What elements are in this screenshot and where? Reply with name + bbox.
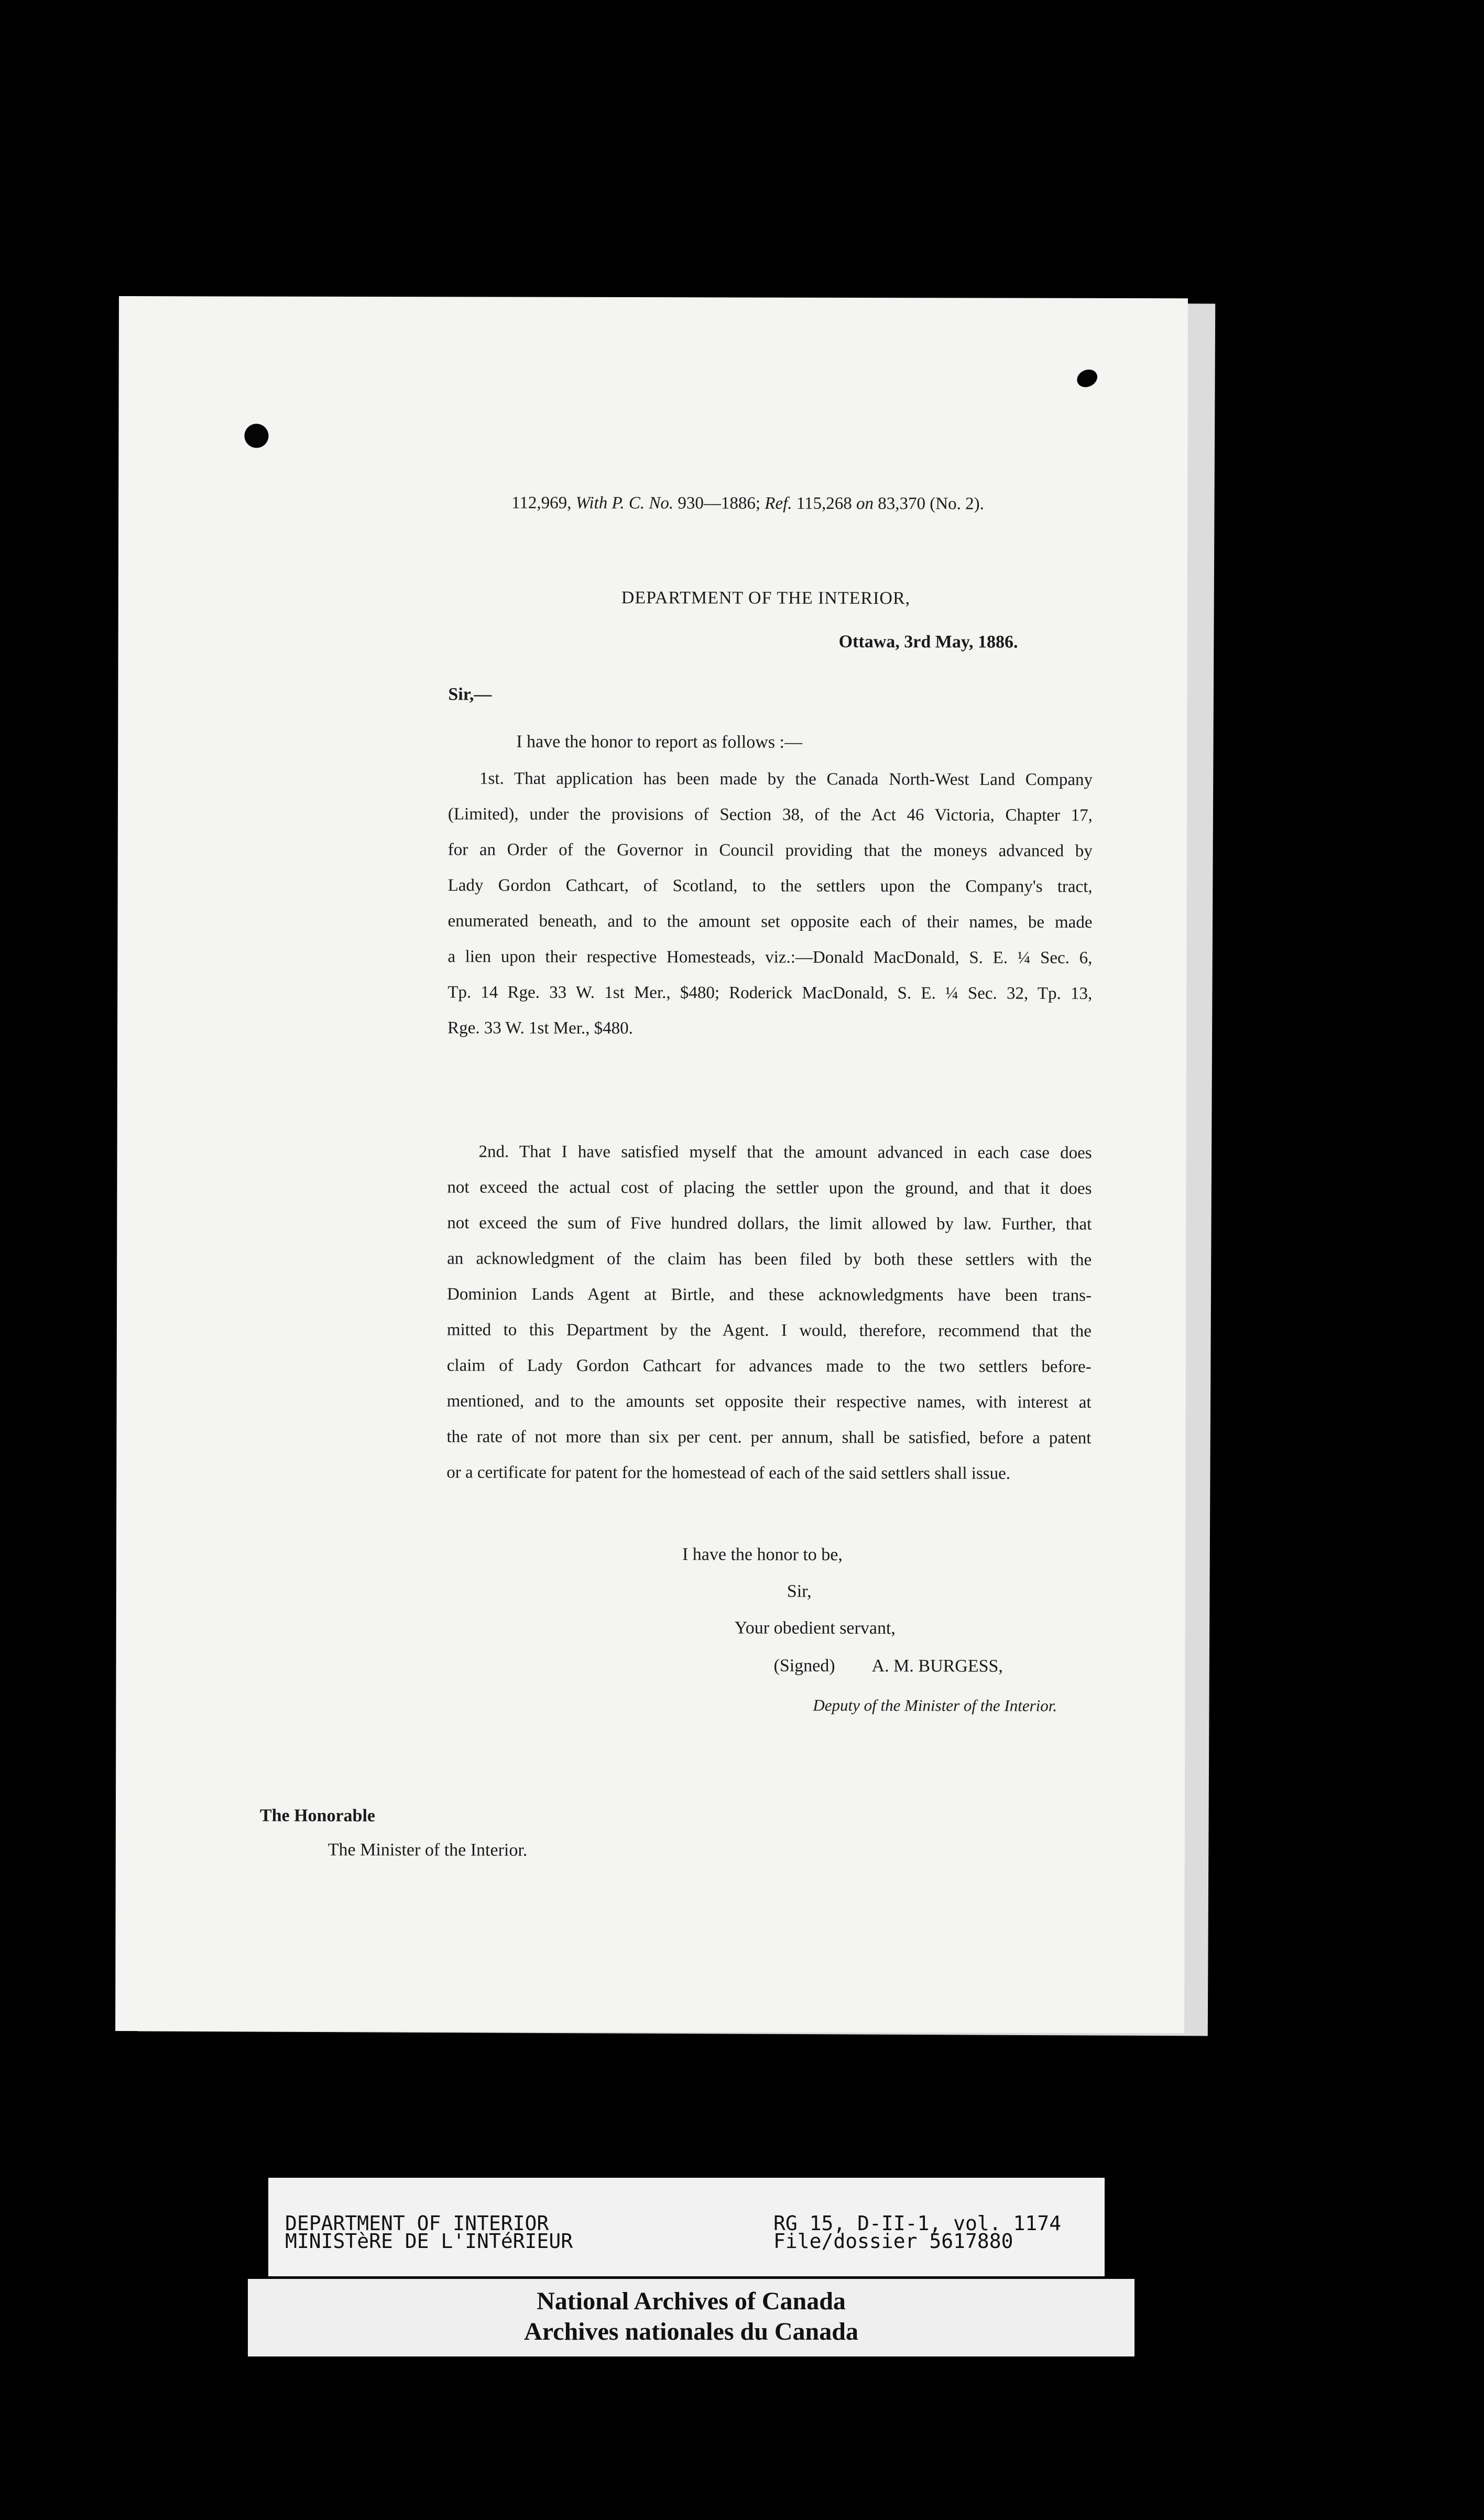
reference-ref-label: Ref. — [765, 494, 792, 513]
paragraph-line: not exceed the actual cost of placing the settler upon the ground, and that it does — [447, 1178, 1092, 1198]
archive-label-file — [773, 2212, 1062, 2253]
paragraph-second — [446, 1134, 1092, 1492]
intro-line: I have the honor to report as follows :— — [516, 732, 803, 752]
addressee-honorific: The Honorable — [259, 1806, 376, 1826]
archive-label-record-group: RG 15, D-II-1, vol. 1174 — [773, 2212, 1062, 2235]
reference-pc-label: With P. C. No. — [575, 493, 674, 513]
signer-name: A. M. BURGESS, — [871, 1656, 1003, 1676]
national-archives-banner — [248, 2279, 1134, 2356]
paragraph-line: the rate of not more than six per cent. per annum, shall be satisfied, before a patent — [446, 1427, 1092, 1448]
paragraph-line: Lady Gordon Cathcart, of Scotland, to the settlers upon the Company's tract, — [448, 876, 1093, 896]
closing-line-servant: Your obedient servant, — [734, 1618, 896, 1638]
closing-line-sir: Sir, — [787, 1581, 812, 1601]
paragraph-line: 1st. That application has been made by the Canada North-West Land Company — [479, 769, 1093, 789]
paragraph-first — [448, 761, 1093, 1047]
signed-label: (Signed) — [773, 1656, 835, 1676]
reference-pc-number: 930—1886; — [678, 494, 761, 513]
document-page — [115, 296, 1188, 2033]
dateline: Ottawa, 3rd May, 1886. — [838, 632, 1018, 652]
paragraph-line: an acknowledgment of the claim has been filed by both these settlers with the — [447, 1249, 1092, 1269]
paragraph-line: enumerated beneath, and to the amount set opposite each of their names, be made — [448, 911, 1093, 932]
reference-rest: 83,370 (No. 2). — [878, 494, 984, 514]
punch-hole-right — [1074, 366, 1100, 390]
archive-label-department-fr: MINISTèRE DE L'INTéRIEUR — [285, 2230, 573, 2253]
paragraph-line: or a certificate for patent for the homestead of each of the said settlers shall issue. — [446, 1463, 1011, 1483]
signer-title: Deputy of the Minister of the Interior. — [813, 1696, 1057, 1715]
archive-label-department-en: DEPARTMENT OF INTERIOR — [285, 2212, 549, 2235]
department-heading: DEPARTMENT OF THE INTERIOR, — [621, 588, 911, 609]
paragraph-line: for an Order of the Governor in Council providing that the moneys advanced by — [448, 840, 1093, 861]
archive-label-department — [285, 2212, 573, 2253]
paragraph-line: mitted to this Department by the Agent. I would, therefore, recommend that the — [446, 1320, 1092, 1341]
paragraph-line: (Limited), under the provisions of Section 38, of the Act 46 Victoria, Chapter 17, — [448, 805, 1093, 825]
archive-label-file-number: File/dossier 5617880 — [773, 2230, 1013, 2253]
paragraph-line: a lien upon their respective Homesteads, viz.:—Donald MacDonald, S. E. ¼ Sec. 6, — [448, 947, 1093, 968]
banner-line-french: Archives nationales du Canada — [524, 2318, 858, 2345]
reference-ref-number: 115,268 — [796, 494, 852, 513]
addressee-title: The Minister of the Interior. — [328, 1840, 528, 1860]
paragraph-line: 2nd. That I have satisfied myself that the amount advanced in each case does — [478, 1142, 1092, 1163]
closing-line-honor: I have the honor to be, — [682, 1545, 843, 1565]
archive-reference-label — [268, 2178, 1105, 2276]
banner-line-english: National Archives of Canada — [537, 2287, 846, 2315]
paragraph-line: mentioned, and to the amounts set opposite their respective names, with interest at — [446, 1392, 1092, 1412]
salutation: Sir,— — [448, 685, 492, 704]
reference-on: on — [856, 494, 874, 514]
signature-line — [773, 1656, 1003, 1677]
paragraph-line: Tp. 14 Rge. 33 W. 1st Mer., $480; Roderick MacDonald, S. E. ¼ Sec. 32, Tp. 13, — [448, 983, 1093, 1003]
paragraph-line: Dominion Lands Agent at Birtle, and these acknowledgments have been trans- — [446, 1285, 1092, 1305]
reference-line — [511, 494, 984, 514]
punch-hole-left — [244, 424, 268, 448]
paragraph-line: not exceed the sum of Five hundred dollars, the limit allowed by law. Further, that — [447, 1213, 1092, 1234]
reference-number: 112,969, — [511, 493, 572, 513]
paragraph-line: claim of Lady Gordon Cathcart for advances made to the two settlers before- — [446, 1356, 1092, 1376]
paragraph-line: Rge. 33 W. 1st Mer., $480. — [448, 1018, 633, 1038]
